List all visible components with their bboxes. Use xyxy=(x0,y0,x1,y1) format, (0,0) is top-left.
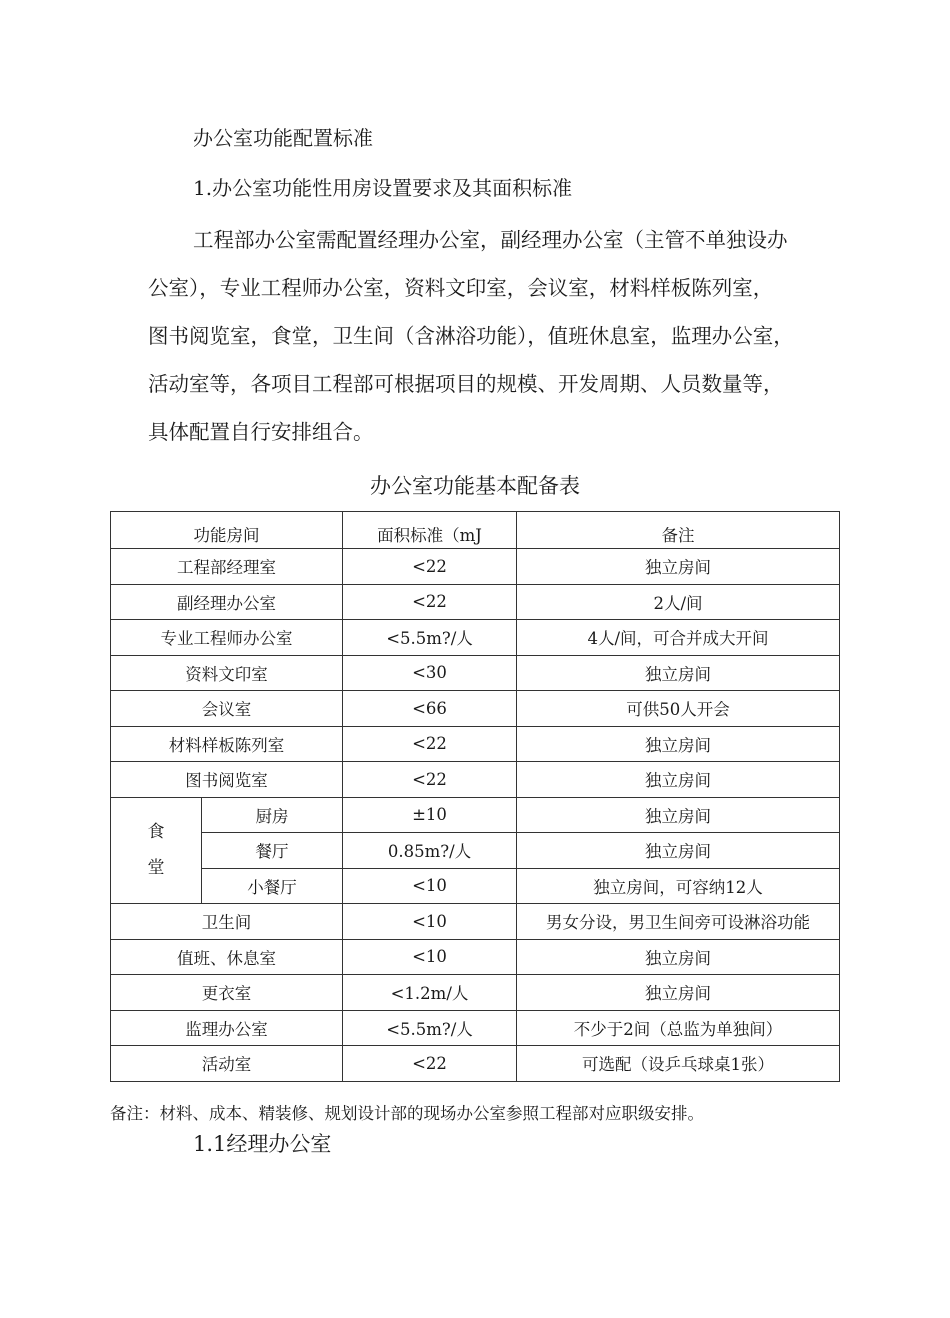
cell-room: 小餐厅 xyxy=(202,868,343,904)
cell-area: <66 xyxy=(343,691,517,727)
sub-heading: 1.1经理办公室 xyxy=(193,1132,332,1156)
paragraph-line: 活动室等，各项目工程部可根据项目的规模、开发周期、人员数量等， xyxy=(148,372,784,396)
cell-remark: 可选配（设乒乓球桌1张） xyxy=(517,1046,840,1082)
header-room: 功能房间 xyxy=(111,512,343,549)
section-heading: 1.办公室功能性用房设置要求及其面积标准 xyxy=(193,176,573,200)
table-row xyxy=(111,655,840,691)
canteen-group-label xyxy=(111,797,202,904)
table-row xyxy=(111,833,840,869)
cell-room: 会议室 xyxy=(111,691,343,727)
table-row xyxy=(111,691,840,727)
paragraph-line: 公室），专业工程师办公室，资料文印室，会议室，材料样板陈列室， xyxy=(148,276,774,300)
cell-area: <1.2m/人 xyxy=(343,975,517,1011)
header-remark: 备注 xyxy=(517,512,840,549)
cell-room: 副经理办公室 xyxy=(111,584,343,620)
canteen-label-char: 食 xyxy=(147,822,165,843)
table-row xyxy=(111,620,840,656)
paragraph-line: 工程部办公室需配置经理办公室，副经理办公室（主管不单独设办 xyxy=(193,228,788,252)
cell-area: <10 xyxy=(343,868,517,904)
cell-room: 活动室 xyxy=(111,1046,343,1082)
table-row xyxy=(111,868,840,904)
paragraph-line: 图书阅览室，食堂，卫生间（含淋浴功能），值班休息室，监理办公室， xyxy=(148,324,794,348)
document-title: 办公室功能配置标准 xyxy=(193,126,373,150)
cell-area: <10 xyxy=(343,939,517,975)
table-row xyxy=(111,584,840,620)
cell-area: <22 xyxy=(343,584,517,620)
cell-remark: 2人/间 xyxy=(517,584,840,620)
cell-area: <5.5m?/人 xyxy=(343,1010,517,1046)
cell-area: 0.85m?/人 xyxy=(343,833,517,869)
cell-remark: 4人/间，可合并成大开间 xyxy=(517,620,840,656)
cell-room: 专业工程师办公室 xyxy=(111,620,343,656)
cell-remark: 不少于2间（总监为单独间） xyxy=(517,1010,840,1046)
table-note: 备注：材料、成本、精装修、规划设计部的现场办公室参照工程部对应职级安排。 xyxy=(110,1104,704,1123)
cell-area: <22 xyxy=(343,726,517,762)
table-row xyxy=(111,939,840,975)
cell-remark: 独立房间 xyxy=(517,549,840,585)
cell-room: 材料样板陈列室 xyxy=(111,726,343,762)
cell-room: 工程部经理室 xyxy=(111,549,343,585)
cell-area: <22 xyxy=(343,1046,517,1082)
cell-remark: 独立房间，可容纳12人 xyxy=(517,868,840,904)
cell-area: <30 xyxy=(343,655,517,691)
cell-area: <22 xyxy=(343,762,517,798)
table-row xyxy=(111,797,840,833)
table-row xyxy=(111,1010,840,1046)
cell-remark: 独立房间 xyxy=(517,939,840,975)
table-row xyxy=(111,975,840,1011)
cell-remark: 独立房间 xyxy=(517,726,840,762)
cell-area: ±10 xyxy=(343,797,517,833)
table-header-row xyxy=(111,512,840,549)
paragraph-line: 具体配置自行安排组合。 xyxy=(148,420,374,444)
cell-room: 餐厅 xyxy=(202,833,343,869)
cell-room: 值班、休息室 xyxy=(111,939,343,975)
cell-room: 监理办公室 xyxy=(111,1010,343,1046)
cell-remark: 独立房间 xyxy=(517,655,840,691)
cell-remark: 独立房间 xyxy=(517,797,840,833)
table-row xyxy=(111,1046,840,1082)
cell-room: 卫生间 xyxy=(111,904,343,940)
cell-remark: 男女分设，男卫生间旁可设淋浴功能 xyxy=(517,904,840,940)
table-row xyxy=(111,904,840,940)
cell-room: 图书阅览室 xyxy=(111,762,343,798)
cell-room: 资料文印室 xyxy=(111,655,343,691)
header-area: 面积标准（mJ xyxy=(343,512,517,549)
cell-area: <5.5m?/人 xyxy=(343,620,517,656)
cell-room: 厨房 xyxy=(202,797,343,833)
cell-remark: 独立房间 xyxy=(517,833,840,869)
cell-room: 更衣室 xyxy=(111,975,343,1011)
cell-area: <10 xyxy=(343,904,517,940)
cell-remark: 可供50人开会 xyxy=(517,691,840,727)
table-title: 办公室功能基本配备表 xyxy=(370,474,580,498)
canteen-label-char: 堂 xyxy=(147,858,165,879)
table-row xyxy=(111,762,840,798)
table-row xyxy=(111,726,840,762)
table-row xyxy=(111,549,840,585)
config-table xyxy=(110,511,840,1082)
cell-remark: 独立房间 xyxy=(517,975,840,1011)
cell-remark: 独立房间 xyxy=(517,762,840,798)
cell-area: <22 xyxy=(343,549,517,585)
